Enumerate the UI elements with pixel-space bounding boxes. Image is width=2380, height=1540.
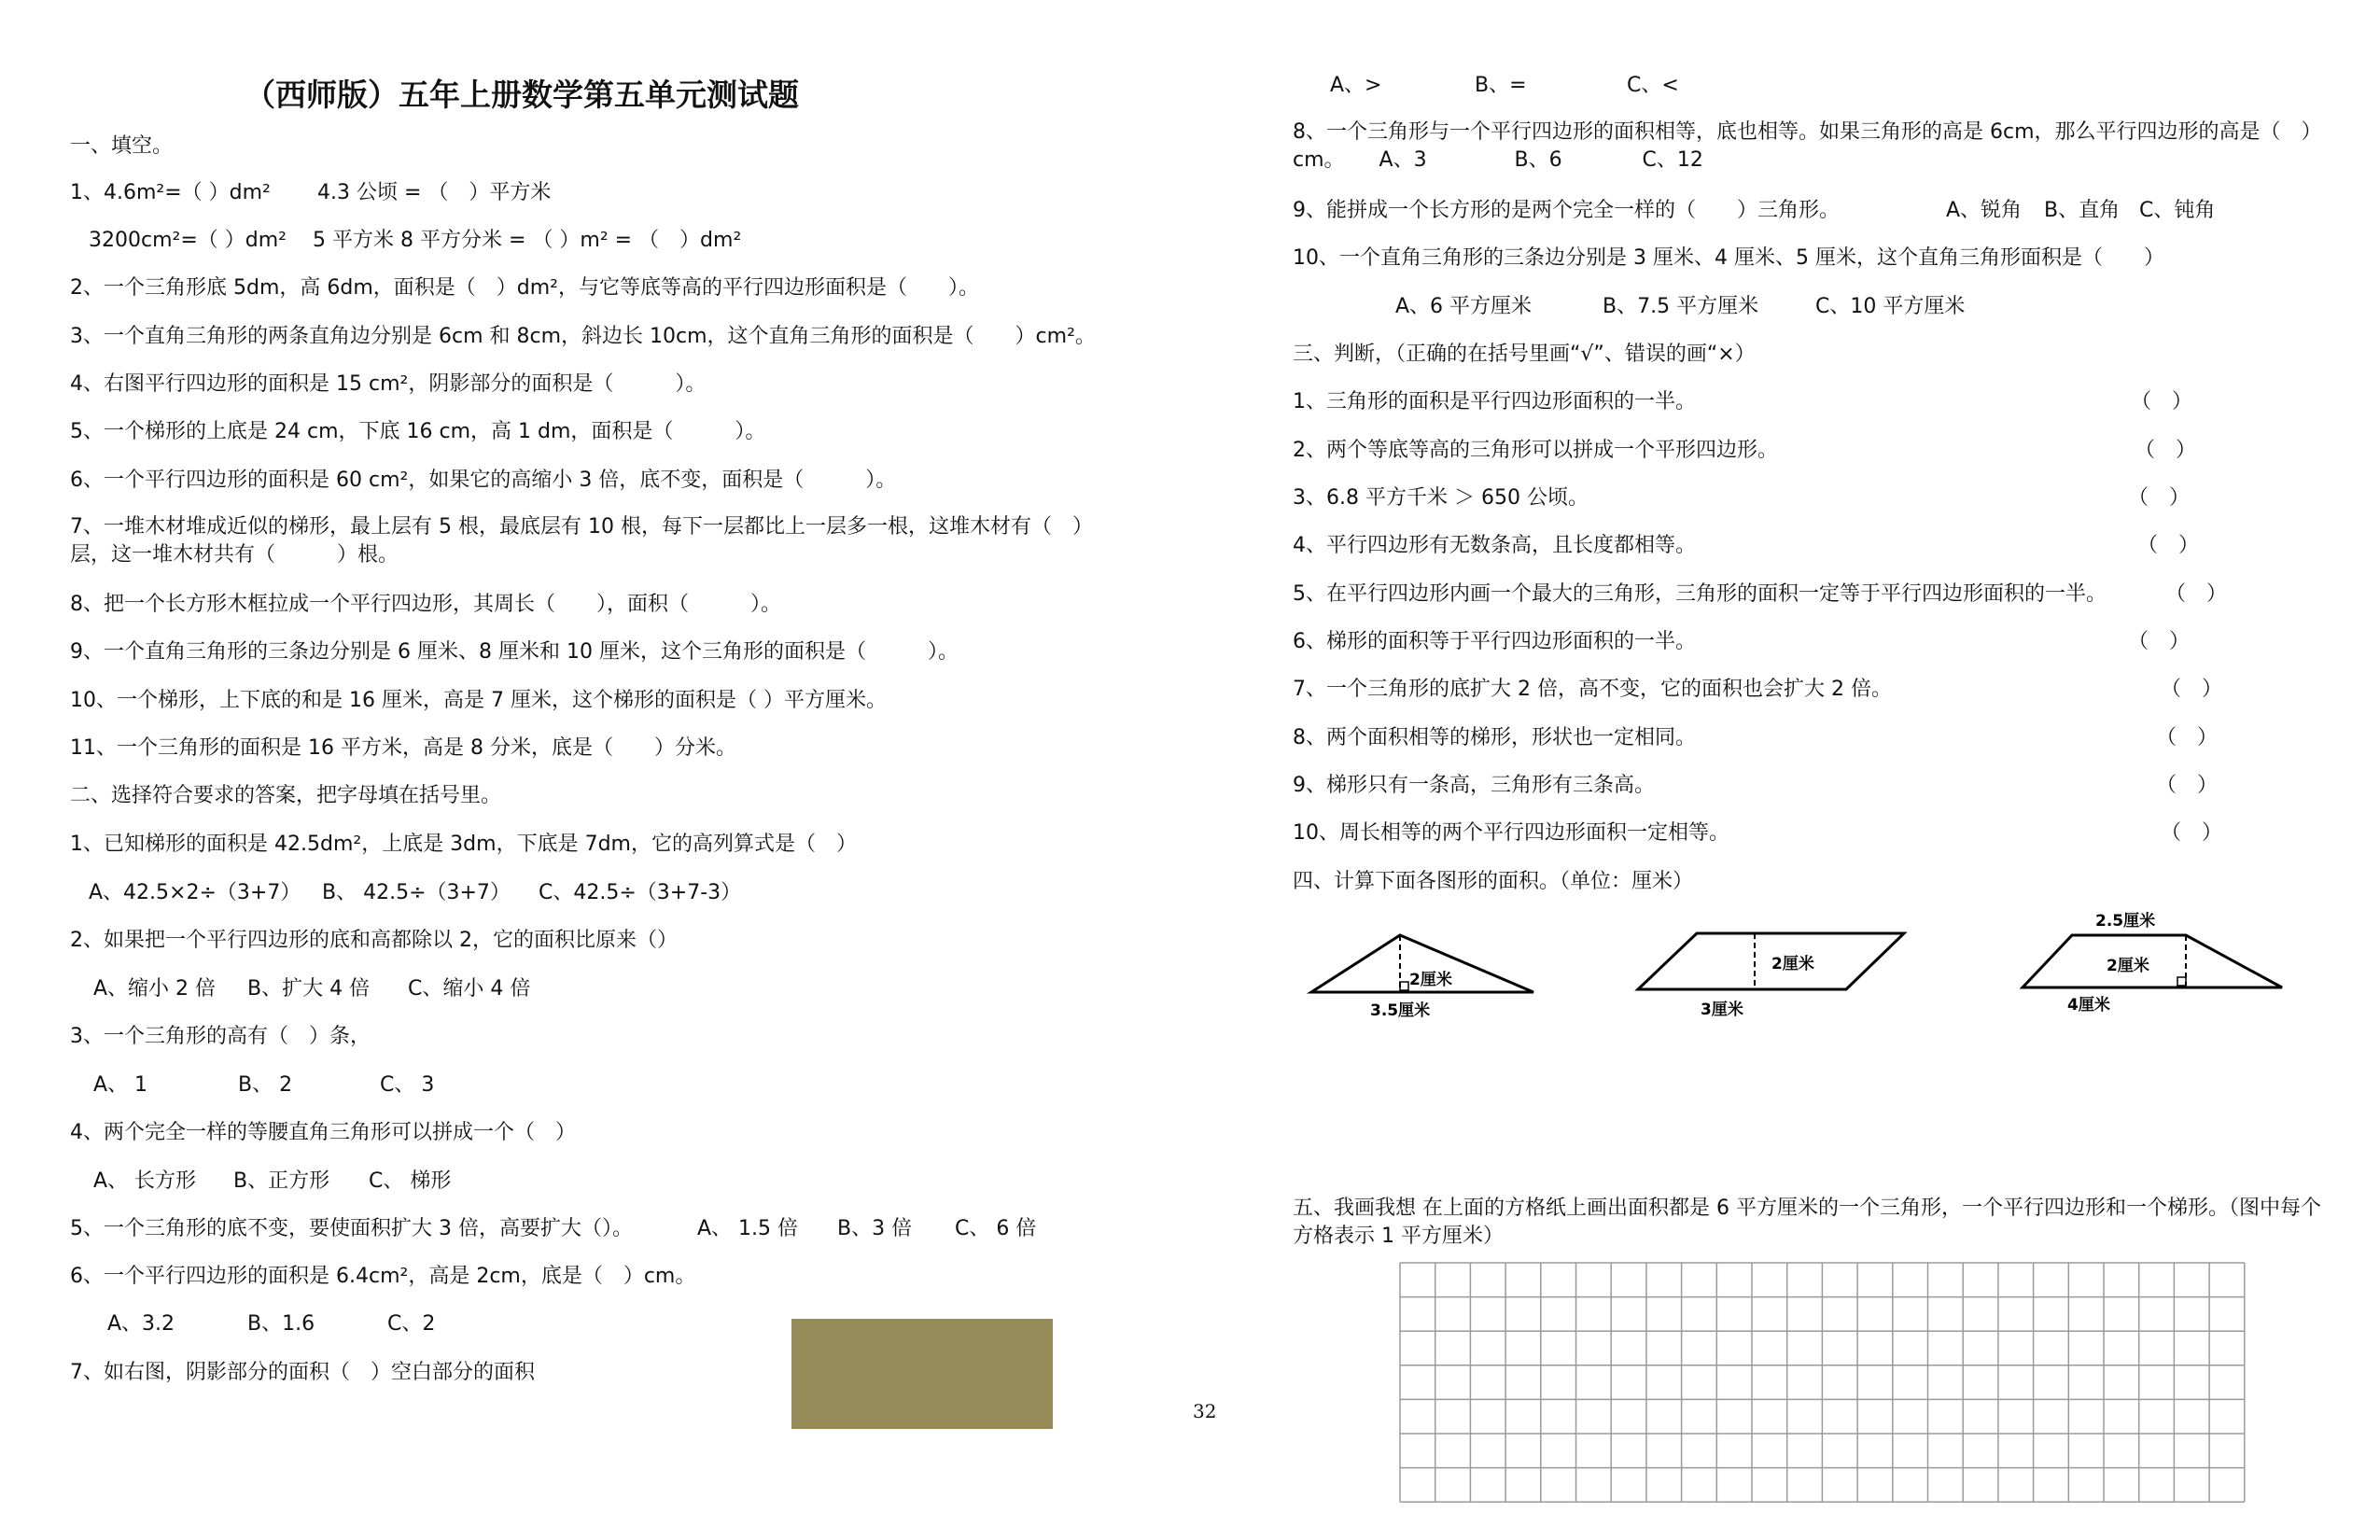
question-8: 8、把一个长方形木框拉成一个平行四边形，其周长（ ），面积（ ）。 xyxy=(70,593,781,616)
choice-8-text: 8、一个三角形与一个平行四边形的面积相等，底也相等。如果三角形的高是 6cm，那么平行四边形的高是（ ）cm。 xyxy=(1293,120,2322,172)
section-draw: 五、我画我想 在上面的方格纸上画出面积都是 6 平方厘米的一个三角形，一个平行四边形和一个梯形。（图中每个方格表示 1 平方厘米） xyxy=(1293,1197,2321,1248)
question-7: 7、一堆木材堆成近似的梯形，最上层有 5 根，最底层有 10 根，每下一层都比上一层多一根，这堆木材有（ ）层，这一堆木材共有（ ）根。 xyxy=(70,515,1093,567)
judge-10-mark[interactable]: （ ） xyxy=(2161,821,2223,845)
option-c: C、 3 xyxy=(380,1073,435,1097)
question-1a: 1、4.6m²=（ ）dm² xyxy=(70,181,271,204)
option-c: C、2 xyxy=(387,1312,436,1336)
trapezoid-height-label: 2厘米 xyxy=(2107,957,2149,975)
question-11: 11、一个三角形的面积是 16 平方米，高是 8 分米，底是（ ）分米。 xyxy=(70,736,736,760)
choice-6: 6、一个平行四边形的面积是 6.4cm²，高是 2cm，底是（ ）cm。 xyxy=(70,1265,696,1288)
section-area: 四、计算下面各图形的面积。（单位：厘米） xyxy=(1293,870,1694,893)
question-3: 3、一个直角三角形的两条直角边分别是 6cm 和 8cm，斜边长 10cm，这个直角三角形的面积是（ ）cm²。 xyxy=(70,325,1096,348)
option-b: B、7.5 平方厘米 xyxy=(1603,295,1759,318)
option-c: C、10 平方厘米 xyxy=(1815,295,1966,318)
choice-3: 3、一个三角形的高有（ ）条， xyxy=(70,1025,371,1048)
choice-7: 7、如右图，阴影部分的面积（ ）空白部分的面积 xyxy=(70,1361,535,1384)
choice-2: 2、如果把一个平行四边形的底和高都除以 2，它的面积比原来（） xyxy=(70,929,678,952)
option-b: B、1.6 xyxy=(247,1312,315,1336)
trapezoid-figure xyxy=(2023,911,2282,1015)
choice-9: 9、能拼成一个长方形的是两个完全一样的（ ）三角形。 xyxy=(1293,199,1840,222)
trapezoid-top-label: 2.5厘米 xyxy=(2095,912,2156,931)
section-fill-blank: 一、填空。 xyxy=(70,134,174,158)
section-choice: 二、选择符合要求的答案，把字母填在括号里。 xyxy=(70,784,502,807)
judge-5-mark[interactable]: （ ） xyxy=(2165,582,2228,606)
triangle-height-label: 2厘米 xyxy=(1409,971,1452,989)
judge-8: 8、两个面积相等的梯形，形状也一定相同。 xyxy=(1293,726,1696,749)
option-b: B、 2 xyxy=(238,1073,293,1097)
page-title: （西师版）五年上册数学第五单元测试题 xyxy=(245,77,799,113)
option-b: B、3 倍 xyxy=(837,1217,913,1240)
question-4: 4、右图平行四边形的面积是 15 cm²，阴影部分的面积是（ ）。 xyxy=(70,372,707,396)
question-1c: 3200cm²=（ ）dm² xyxy=(89,229,287,252)
question-10: 10、一个梯形，上下底的和是 16 厘米，高是 7 厘米，这个梯形的面积是（ ）平方厘米。 xyxy=(70,689,887,712)
option-a: A、锐角 xyxy=(1946,199,2023,222)
section-judge: 三、判断，（正确的在括号里画“√”、错误的画“×） xyxy=(1293,343,1756,366)
trapezoid-bottom-label: 4厘米 xyxy=(2067,996,2110,1015)
judge-1: 1、三角形的面积是平行四边形面积的一半。 xyxy=(1293,390,1696,413)
question-1b: 4.3 公顷 = （ ）平方米 xyxy=(317,181,552,204)
option-c: C、 6 倍 xyxy=(955,1217,1037,1240)
judge-6: 6、梯形的面积等于平行四边形面积的一半。 xyxy=(1293,630,1696,653)
option-a: A、3 xyxy=(1379,148,1427,172)
question-1d: 5 平方米 8 平方分米 = （ ）m² = （ ）dm² xyxy=(313,229,742,252)
choice-1: 1、已知梯形的面积是 42.5dm²，上底是 3dm，下底是 7dm，它的高列算式是（ ） xyxy=(70,833,857,856)
choice-4: 4、两个完全一样的等腰直角三角形可以拼成一个（ ） xyxy=(70,1121,576,1144)
option-a: A、 1.5 倍 xyxy=(697,1217,799,1240)
option-c: C、钝角 xyxy=(2139,199,2216,222)
option-a: A、42.5×2÷（3+7） xyxy=(89,881,301,904)
option-a: A、> xyxy=(1330,74,1382,97)
choice-5: 5、一个三角形的底不变，要使面积扩大 3 倍，高要扩大（）。 xyxy=(70,1217,633,1240)
parallelogram-height-label: 2厘米 xyxy=(1771,955,1814,973)
option-c: C、 梯形 xyxy=(369,1169,452,1193)
option-a: A、 长方形 xyxy=(93,1169,197,1193)
judge-3-mark[interactable]: （ ） xyxy=(2128,486,2191,510)
option-b: B、正方形 xyxy=(233,1169,330,1193)
judge-10: 10、周长相等的两个平行四边形面积一定相等。 xyxy=(1293,821,1729,845)
option-a: A、缩小 2 倍 xyxy=(93,977,217,1001)
triangle-figure xyxy=(1311,935,1533,1020)
option-c: C、12 xyxy=(1642,148,1703,172)
judge-7: 7、一个三角形的底扩大 2 倍，高不变，它的面积也会扩大 2 倍。 xyxy=(1293,678,1892,701)
option-b: B、= xyxy=(1475,74,1527,97)
option-b: B、扩大 4 倍 xyxy=(247,977,371,1001)
option-c: C、< xyxy=(1627,74,1679,97)
judge-6-mark[interactable]: （ ） xyxy=(2128,630,2191,653)
judge-2: 2、两个等底等高的三角形可以拼成一个平形四边形。 xyxy=(1293,439,1778,462)
option-a: A、6 平方厘米 xyxy=(1395,295,1533,318)
judge-7-mark[interactable]: （ ） xyxy=(2161,678,2223,701)
judge-4-mark[interactable]: （ ） xyxy=(2137,534,2200,557)
grid-paper[interactable] xyxy=(1400,1263,2245,1502)
question-2: 2、一个三角形底 5dm，高 6dm，面积是（ ）dm²，与它等底等高的平行四边形面积是（ ）。 xyxy=(70,276,979,300)
parallelogram-figure xyxy=(1638,933,1904,1019)
judge-8-mark[interactable]: （ ） xyxy=(2156,726,2219,749)
question-9: 9、一个直角三角形的三条边分别是 6 厘米、8 厘米和 10 厘米，这个三角形的面积是（ ）。 xyxy=(70,640,959,664)
option-c: C、42.5÷（3+7-3） xyxy=(539,881,742,904)
triangle-base-label: 3.5厘米 xyxy=(1370,1001,1431,1020)
option-a: A、3.2 xyxy=(107,1312,175,1336)
judge-9-mark[interactable]: （ ） xyxy=(2156,774,2219,797)
option-a: A、 1 xyxy=(93,1073,148,1097)
choice-10: 10、一个直角三角形的三条边分别是 3 厘米、4 厘米、5 厘米，这个直角三角形面积是（ ） xyxy=(1293,246,2164,270)
option-b: B、 42.5÷（3+7） xyxy=(322,881,511,904)
judge-4: 4、平行四边形有无数条高，且长度都相等。 xyxy=(1293,534,1696,557)
judge-9: 9、梯形只有一条高，三角形有三条高。 xyxy=(1293,774,1655,797)
page-number: 32 xyxy=(1193,1400,1217,1422)
option-c: C、缩小 4 倍 xyxy=(408,977,531,1001)
judge-1-mark[interactable]: （ ） xyxy=(2131,390,2193,413)
judge-2-mark[interactable]: （ ） xyxy=(2135,439,2197,462)
parallelogram-base-label: 3厘米 xyxy=(1701,1001,1743,1019)
question-5: 5、一个梯形的上底是 24 cm，下底 16 cm，高 1 dm，面积是（ ）。 xyxy=(70,420,766,443)
judge-3: 3、6.8 平方千米 ＞ 650 公顷。 xyxy=(1293,486,1589,510)
judge-5: 5、在平行四边形内画一个最大的三角形，三角形的面积一定等于平行四边形面积的一半。 xyxy=(1293,582,2107,606)
option-b: B、6 xyxy=(1514,148,1562,172)
option-b: B、直角 xyxy=(2044,199,2121,222)
question-6: 6、一个平行四边形的面积是 60 cm²，如果它的高缩小 3 倍，底不变，面积是（ ）。 xyxy=(70,469,897,492)
